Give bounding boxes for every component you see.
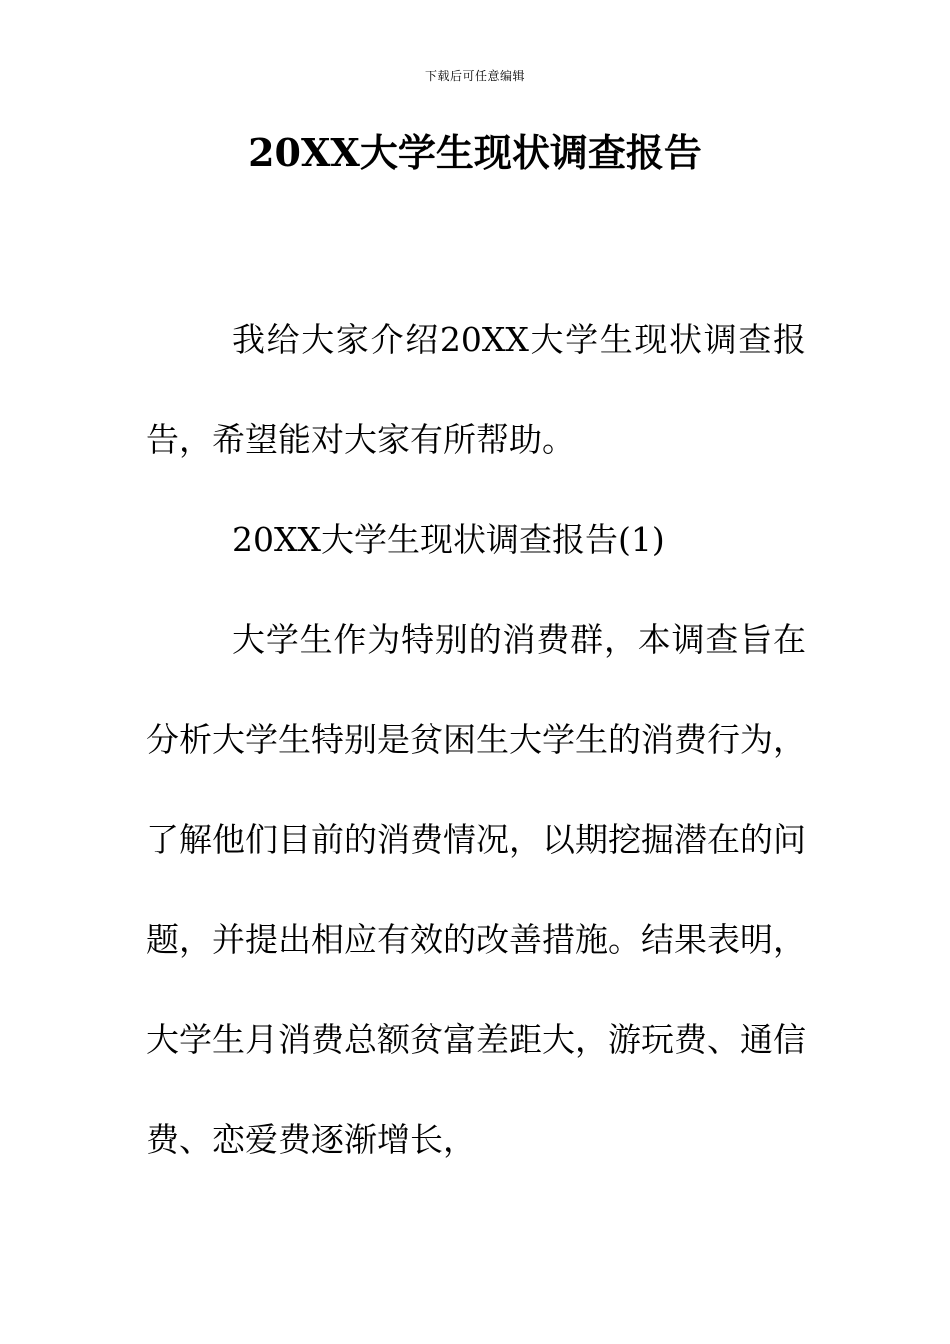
header-note: 下载后可任意编辑 [424,69,525,83]
section-heading: 20XX大学生现状调查报告(1) [232,520,665,559]
document-title: 20XX大学生现状调查报告 [248,130,702,175]
body-paragraph: 大学生作为特别的消费群，本调查旨在分析大学生特别是贫困生大学生的消费行为，了解他们目前的消费情况，以期挖掘潜在的问题，并提出相应有效的改善措施。结果表明，大学生月消费总额贫富差距大，游玩费、通信费、恋爱费逐渐增长， [146,620,806,1159]
intro-paragraph: 我给大家介绍20XX大学生现状调查报告，希望能对大家有所帮助。 [146,320,806,459]
document-body [146,290,806,1190]
